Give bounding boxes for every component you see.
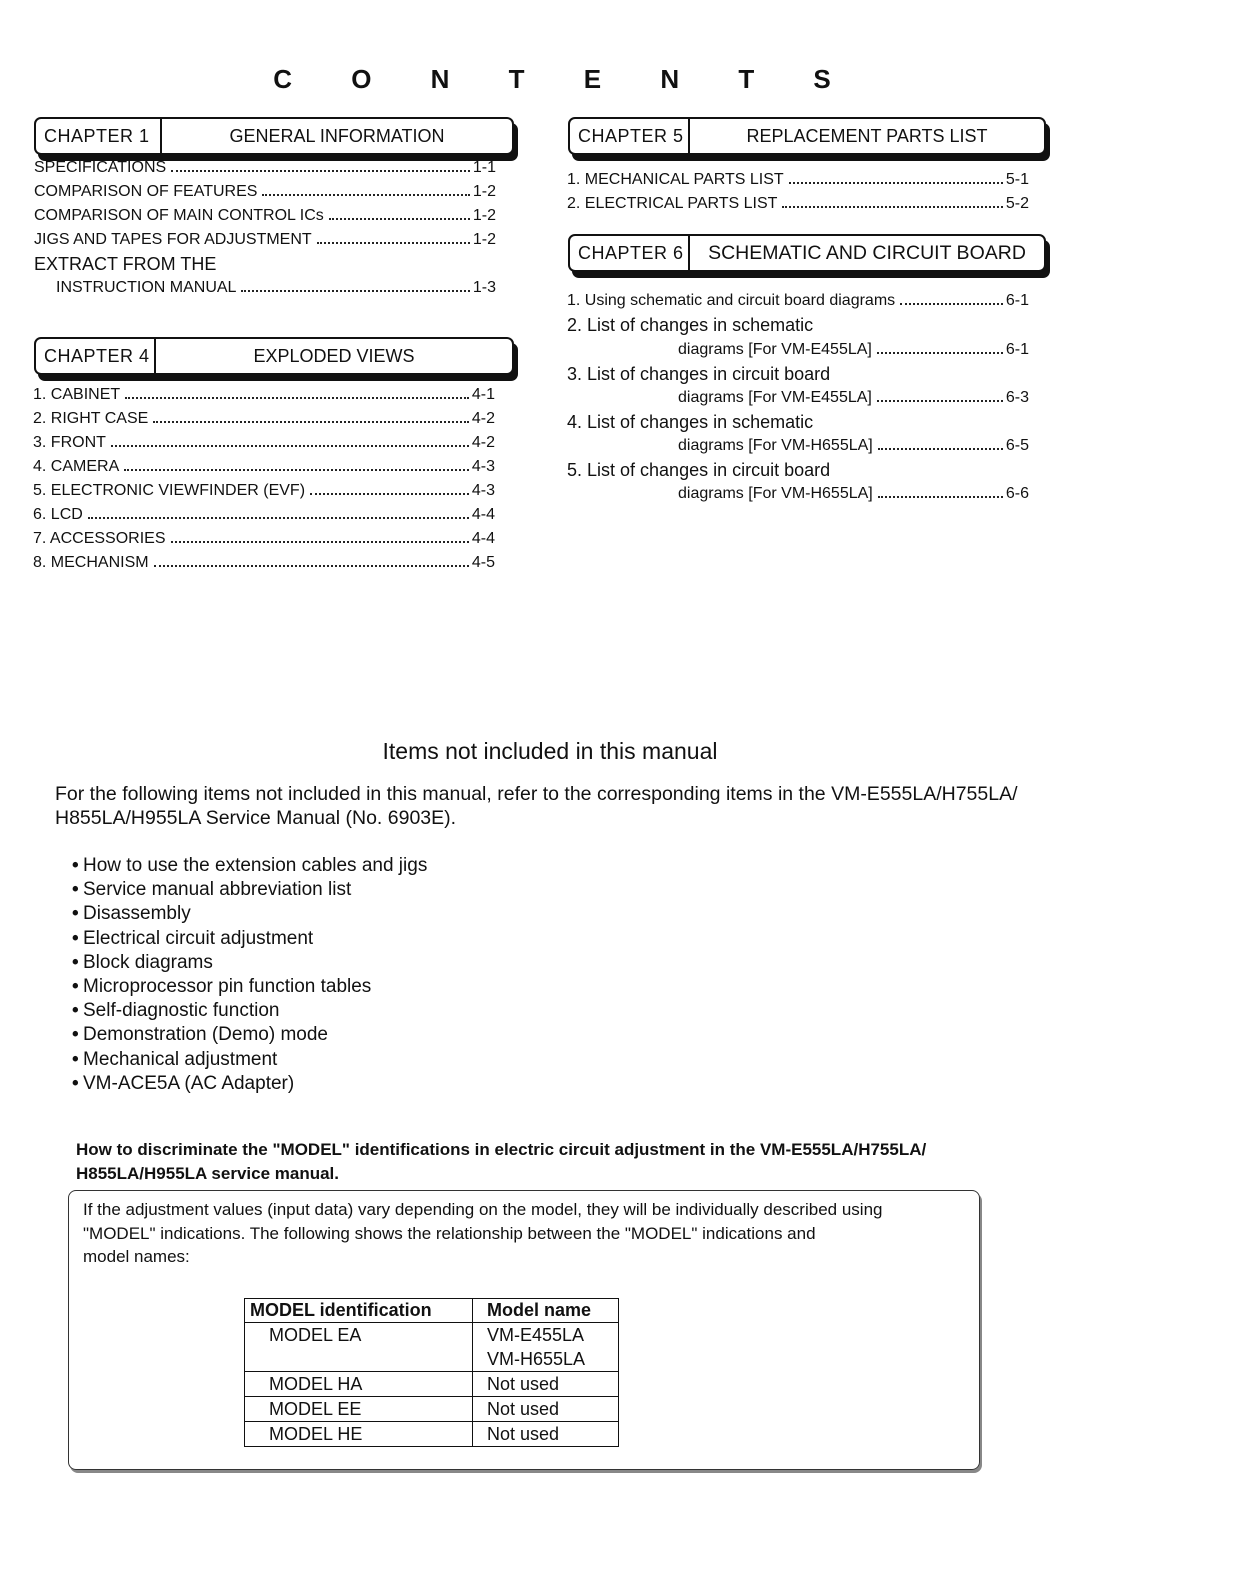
toc-entry-page: 4-1	[471, 386, 495, 403]
toc-entry-label: 5. ELECTRONIC VIEWFINDER (EVF)	[33, 482, 306, 499]
list-item: • Demonstration (Demo) mode	[72, 1023, 427, 1047]
model-name-cell: VM-E455LA VM-H655LA	[473, 1323, 619, 1372]
toc-entry-label: 2. List of changes in schematic	[567, 315, 814, 335]
model-box-text	[83, 1198, 963, 1269]
list-item: • Block diagrams	[72, 951, 427, 975]
bullet-icon: •	[72, 927, 79, 949]
toc-entry-label: INSTRUCTION MANUAL	[56, 279, 237, 296]
toc-entry-label: 3. FRONT	[33, 434, 106, 451]
toc-entry[interactable]	[678, 483, 1029, 505]
column-header: MODEL identification	[245, 1299, 473, 1323]
section-heading: Items not included in this manual	[382, 738, 718, 764]
model-name-cell: Not used	[473, 1397, 619, 1422]
toc-entry-page: 4-4	[471, 530, 495, 547]
toc-entry-page: 5-1	[1005, 171, 1029, 188]
table-row	[245, 1422, 619, 1447]
toc-entry-page: 1-2	[472, 207, 496, 224]
toc-entry[interactable]	[33, 504, 495, 526]
model-text-line: model names:	[83, 1247, 190, 1266]
table-row	[245, 1372, 619, 1397]
toc-entry[interactable]	[567, 290, 1029, 312]
toc-entry-label: diagrams [For VM-H655LA]	[678, 485, 873, 502]
bullet-icon: •	[72, 1048, 79, 1070]
model-heading-line: H855LA/H955LA service manual.	[76, 1164, 339, 1183]
toc-entry-page: 6-1	[1005, 341, 1029, 358]
model-table	[244, 1298, 619, 1447]
chapter-5-header	[568, 117, 1046, 155]
table-header-row	[245, 1299, 619, 1323]
model-name-cell: Not used	[473, 1422, 619, 1447]
chapter-6-header	[568, 234, 1046, 272]
toc-entry[interactable]	[34, 157, 496, 179]
column-header: Model name	[473, 1299, 619, 1323]
toc-entry[interactable]	[33, 552, 495, 574]
chapter-6-number: CHAPTER 6	[570, 236, 690, 270]
bullet-icon: •	[72, 879, 79, 901]
toc-entry[interactable]	[33, 432, 495, 454]
chapter-4-title: EXPLODED VIEWS	[253, 345, 415, 366]
toc-entry-label: 2. RIGHT CASE	[33, 410, 149, 427]
toc-entry[interactable]	[33, 456, 495, 478]
toc-entry[interactable]	[678, 435, 1029, 457]
chapter-1-title: GENERAL INFORMATION	[229, 125, 445, 146]
toc-entry[interactable]	[678, 387, 1029, 409]
toc-entry-label: 8. MECHANISM	[33, 554, 149, 571]
list-item: • Disassembly	[72, 902, 427, 926]
toc-entry-page: 4-5	[471, 554, 495, 571]
toc-entry-page: 6-3	[1005, 389, 1029, 406]
toc-entry[interactable]	[567, 193, 1029, 215]
toc-entry-label: diagrams [For VM-E455LA]	[678, 389, 872, 406]
toc-entry-page: 1-2	[472, 231, 496, 248]
toc-entry-label: SPECIFICATIONS	[34, 159, 167, 176]
toc-entry-page: 4-4	[471, 506, 495, 523]
model-name-cell: Not used	[473, 1372, 619, 1397]
intro-line: For the following items not included in this manual, refer to the corresponding items in the VM-E555LA/H755LA/	[55, 783, 1018, 805]
toc-entry[interactable]	[33, 528, 495, 550]
chapter-5-number: CHAPTER 5	[570, 119, 690, 153]
toc-entry-label: 1. CABINET	[33, 386, 121, 403]
model-text-line: If the adjustment values (input data) vary depending on the model, they will be individually described using	[83, 1200, 883, 1219]
list-item: • Mechanical adjustment	[72, 1048, 427, 1072]
intro-line: H855LA/H955LA Service Manual (No. 6903E).	[55, 807, 457, 829]
chapter-1-number: CHAPTER 1	[36, 119, 162, 153]
toc-entry-page: 4-2	[471, 410, 495, 427]
model-heading	[76, 1138, 1076, 1186]
list-item: • VM-ACE5A (AC Adapter)	[72, 1072, 427, 1096]
list-item: • Service manual abbreviation list	[72, 878, 427, 902]
chapter-4-number: CHAPTER 4	[36, 339, 156, 373]
bullet-icon: •	[72, 1024, 79, 1046]
toc-entry-page: 5-2	[1005, 195, 1029, 212]
toc-entry[interactable]	[34, 205, 496, 227]
toc-entry[interactable]	[34, 181, 496, 203]
toc-entry-label: EXTRACT FROM THE	[34, 254, 217, 274]
model-heading-line: How to discriminate the "MODEL" identifications in electric circuit adjustment in the VM-E555LA/H755LA/	[76, 1140, 927, 1159]
toc-entry-page: 6-1	[1005, 292, 1029, 309]
table-row	[245, 1397, 619, 1422]
toc-entry-page: 4-2	[471, 434, 495, 451]
chapter-1-header	[34, 117, 514, 155]
bullet-icon: •	[72, 855, 79, 876]
toc-entry-page: 4-3	[471, 458, 495, 475]
toc-entry-label: diagrams [For VM-E455LA]	[678, 341, 872, 358]
toc-entry[interactable]	[34, 229, 496, 251]
toc-entry-label: 4. List of changes in schematic	[567, 412, 814, 432]
list-item: • Self-diagnostic function	[72, 999, 427, 1023]
toc-entry[interactable]	[33, 384, 495, 406]
toc-entry-page: 6-5	[1005, 437, 1029, 454]
model-text-line: "MODEL" indications. The following shows the relationship between the "MODEL" indications and	[83, 1223, 816, 1243]
toc-entry-page: 4-3	[471, 482, 495, 499]
model-id-cell: MODEL EE	[245, 1397, 473, 1422]
toc-entry-label: 4. CAMERA	[33, 458, 120, 475]
toc-entry-label: 5. List of changes in circuit board	[567, 460, 831, 480]
toc-entry-page: 6-6	[1005, 485, 1029, 502]
toc-entry-label: 1. Using schematic and circuit board diagrams	[567, 292, 896, 309]
bullet-icon: •	[72, 976, 79, 998]
toc-entry[interactable]	[33, 480, 495, 502]
toc-entry-page: 1-3	[472, 279, 496, 296]
model-id-cell: MODEL HE	[245, 1422, 473, 1447]
toc-entry-label: JIGS AND TAPES FOR ADJUSTMENT	[34, 231, 312, 248]
toc-entry-label: 7. ACCESSORIES	[33, 530, 166, 547]
not-included-list	[72, 854, 427, 1096]
list-item: • How to use the extension cables and jigs	[72, 854, 427, 878]
toc-entry[interactable]	[33, 408, 495, 430]
toc-entry-label: COMPARISON OF MAIN CONTROL ICs	[34, 207, 324, 224]
list-item: • Electrical circuit adjustment	[72, 927, 427, 951]
bullet-icon: •	[72, 1072, 79, 1094]
toc-entry-label: 3. List of changes in circuit board	[567, 364, 831, 384]
toc-entry-label: 2. ELECTRICAL PARTS LIST	[567, 195, 778, 212]
chapter-4-header	[34, 337, 514, 375]
intro-paragraph	[55, 782, 1055, 830]
table-row	[245, 1323, 619, 1372]
bullet-icon: •	[72, 1000, 79, 1022]
toc-entry[interactable]	[678, 339, 1029, 361]
chapter-6-title: SCHEMATIC AND CIRCUIT BOARD	[708, 241, 1026, 264]
model-id-cell: MODEL EA	[245, 1323, 473, 1372]
toc-entry-page: 1-1	[472, 159, 496, 176]
toc-entry[interactable]	[56, 277, 496, 299]
chapter-5-title: REPLACEMENT PARTS LIST	[746, 125, 988, 146]
bullet-icon: •	[72, 951, 79, 973]
page-title: C O N T E N T S	[273, 64, 857, 94]
toc-entry-label: 6. LCD	[33, 506, 83, 523]
toc-entry-page: 1-2	[472, 183, 496, 200]
list-item: • Microprocessor pin function tables	[72, 975, 427, 999]
bullet-icon: •	[72, 903, 79, 925]
model-id-cell: MODEL HA	[245, 1372, 473, 1397]
toc-entry[interactable]	[567, 169, 1029, 191]
toc-entry-label: COMPARISON OF FEATURES	[34, 183, 258, 200]
toc-entry-label: 1. MECHANICAL PARTS LIST	[567, 171, 784, 188]
toc-entry-label: diagrams [For VM-H655LA]	[678, 437, 873, 454]
